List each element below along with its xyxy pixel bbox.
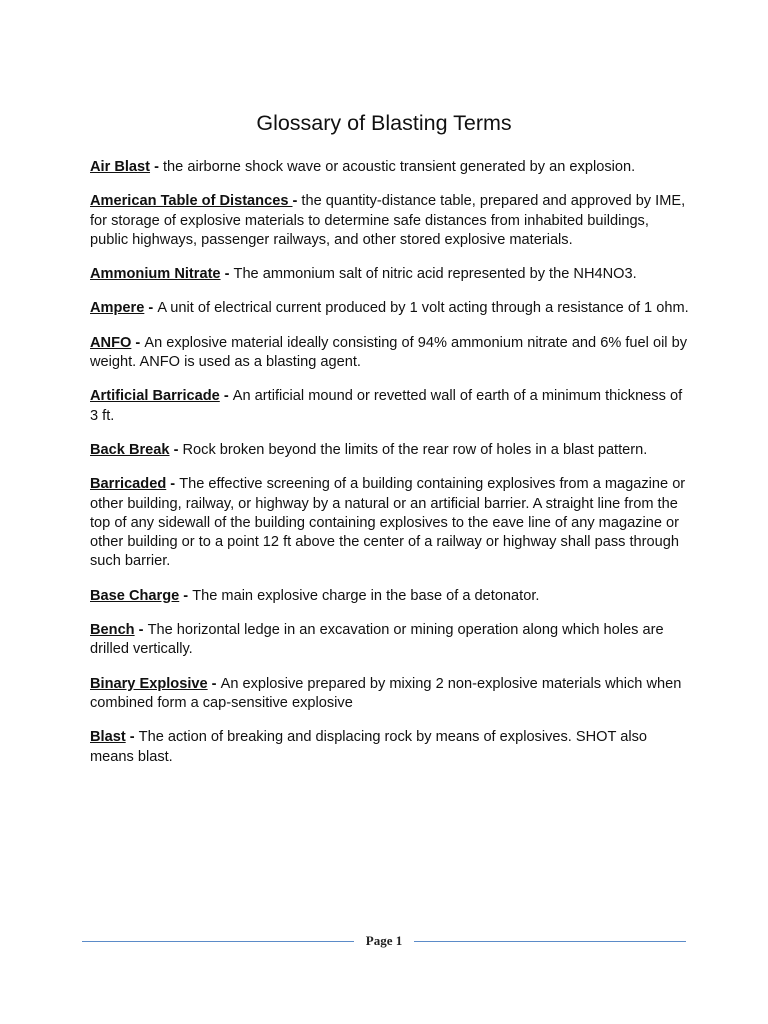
glossary-entry-anfo: [90, 334, 690, 373]
glossary-definition: the airborne shock wave or acoustic transient generated by an explosion.: [163, 159, 636, 175]
glossary-entry-blast: [90, 728, 690, 767]
glossary-term: Ampere: [90, 300, 145, 317]
glossary-term: ANFO: [90, 334, 132, 351]
glossary-definition: the quantity-distance table, prepared and approved by IME, for storage of explosive materials to determine safe distances from inhabited buildings, public highways, passenger railways, and other stored explosive materials.: [90, 193, 686, 248]
glossary-entry-ammonium-nitrate: [90, 265, 690, 284]
glossary-term: Blast: [90, 729, 126, 746]
glossary-term: Ammonium Nitrate: [90, 266, 221, 283]
term-separator: -: [144, 300, 158, 317]
glossary-term: Back Break: [90, 441, 170, 458]
glossary-term: Binary Explosive: [90, 675, 208, 692]
term-separator: -: [134, 622, 148, 639]
glossary-entry-binary-explosive: [90, 675, 690, 714]
glossary-entry-air-blast: [90, 158, 690, 177]
glossary-definition: An artificial mound or revetted wall of earth of a minimum thickness of 3 ft.: [90, 388, 683, 424]
glossary-definition: The horizontal ledge in an excavation or mining operation along which holes are drilled vertically.: [90, 622, 664, 658]
page-number: Page 1: [365, 933, 403, 948]
footer-rule-left: [82, 941, 354, 942]
glossary-entry-ampere: [90, 299, 690, 318]
glossary-definition: The ammonium salt of nitric acid represented by the NH4NO3.: [233, 266, 637, 283]
term-separator: -: [207, 675, 221, 692]
glossary-entry-base-charge: [90, 587, 690, 606]
glossary-term: Bench: [90, 622, 135, 639]
term-separator: -: [125, 729, 139, 746]
glossary-definition: The main explosive charge in the base of a detonator.: [192, 587, 540, 604]
glossary-definition: Rock broken beyond the limits of the rear row of holes in a blast pattern.: [182, 441, 648, 458]
glossary-term: Air Blast: [90, 159, 151, 175]
term-separator: -: [166, 476, 180, 493]
footer-rule-right: [414, 941, 686, 942]
term-separator: -: [179, 587, 193, 604]
term-separator: -: [169, 441, 183, 458]
glossary-definition: The action of breaking and displacing rock by means of explosives. SHOT also means blast.: [90, 729, 648, 765]
glossary-definition: An explosive prepared by mixing 2 non-explosive materials which when combined form a cap-sensitive explosive: [90, 675, 682, 711]
glossary-entry-back-break: [90, 441, 690, 460]
glossary-entry-barricaded: [90, 475, 690, 571]
glossary-entry-american-table-of-distances: [90, 192, 690, 250]
page-footer: [82, 931, 686, 951]
term-separator: -: [131, 334, 145, 351]
glossary-term: Barricaded: [90, 476, 167, 493]
glossary-list: [90, 158, 690, 782]
glossary-definition: An explosive material ideally consisting of 94% ammonium nitrate and 6% fuel oil by weight. ANFO is used as a blasting agent.: [90, 334, 688, 371]
glossary-term: Base Charge: [90, 587, 180, 604]
term-separator: -: [150, 159, 163, 175]
glossary-definition: The effective screening of a building containing explosives from a magazine or other building, railway, or highway by a natural or an artificial barrier. A straight line from the top of any sidewall of the building containing explosives to the eave line of any magazine or other building or to a point 12 ft above the center of a railway or highway shall pass through such barrier.: [90, 476, 686, 570]
glossary-term: American Table of Distances: [90, 193, 293, 210]
term-separator: -: [292, 193, 302, 210]
glossary-entry-bench: [90, 621, 690, 660]
page-title: Glossary of Blasting Terms: [256, 111, 512, 135]
term-separator: -: [219, 388, 233, 405]
glossary-entry-artificial-barricade: [90, 387, 690, 426]
term-separator: -: [220, 266, 234, 283]
glossary-definition: A unit of electrical current produced by 1 volt acting through a resistance of 1 ohm.: [157, 300, 689, 317]
glossary-term: Artificial Barricade: [90, 388, 220, 405]
